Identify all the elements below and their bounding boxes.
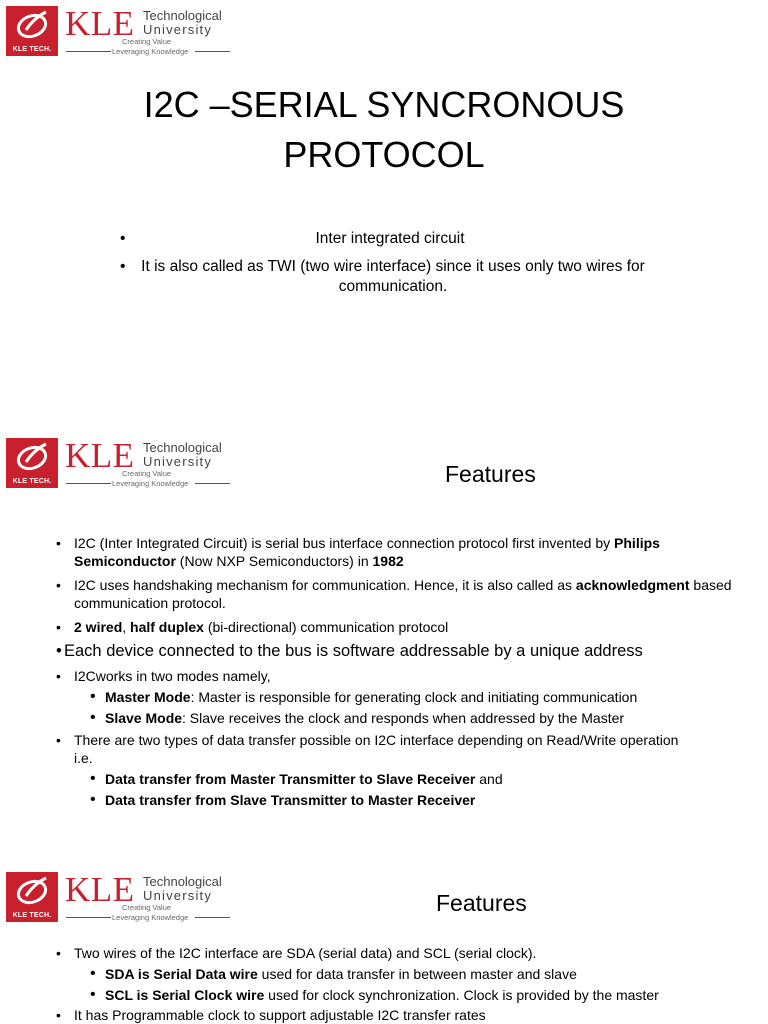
modes-sublist xyxy=(74,688,756,727)
logo-rule xyxy=(195,917,230,918)
list-item: • It has Programmable clock to support adjustable I2C transfer rates xyxy=(56,1006,756,1024)
list-item: • SDA is Serial Data wire used for data transfer in between master and slave xyxy=(90,965,756,983)
list-item: • 2 wired, half duplex (bi-directional) communication protocol xyxy=(56,618,756,636)
logo-badge: KLE TECH. xyxy=(12,478,52,485)
logo-line2: University xyxy=(143,454,213,469)
title-line2: PROTOCOL xyxy=(283,134,485,175)
transfer-sublist xyxy=(74,770,756,809)
logo-tagline1: Creating Value xyxy=(122,903,172,912)
logo-brand: KLE xyxy=(65,870,135,909)
slide-3 xyxy=(0,864,768,1024)
features-list xyxy=(56,944,756,1024)
kle-logo xyxy=(6,872,230,924)
logo-rule xyxy=(66,917,111,918)
logo-rule xyxy=(66,51,111,52)
logo-brand: KLE xyxy=(65,436,135,475)
logo-badge: KLE TECH. xyxy=(12,46,52,53)
slide-heading: Features xyxy=(436,890,527,916)
list-item: • Data transfer from Slave Transmitter to Master Receiver xyxy=(90,791,756,809)
kle-logo xyxy=(6,6,230,58)
list-item: • SCL is Serial Clock wire used for clock synchronization. Clock is provided by the master xyxy=(90,986,756,1004)
list-item: • Each device connected to the bus is software addressable by a unique address xyxy=(56,641,756,661)
features-list xyxy=(56,534,756,811)
logo-rule xyxy=(66,483,111,484)
kle-emblem-icon xyxy=(6,872,58,922)
logo-line1: Technological xyxy=(143,874,222,889)
list-item: • Inter integrated circuit xyxy=(120,229,660,249)
list-item: • It is also called as TWI (two wire interface) since it uses only two wires for communication. xyxy=(120,257,660,297)
list-item: • Slave Mode: Slave receives the clock and responds when addressed by the Master xyxy=(90,709,756,727)
list-item: • I2C uses handshaking mechanism for communication. Hence, it is also called as acknowledgment based communication protocol. xyxy=(56,576,756,612)
list-item: • Data transfer from Master Transmitter to Slave Receiver and xyxy=(90,770,756,788)
list-item: • There are two types of data transfer possible on I2C interface depending on Read/Write operation i.e. • Data transfer from Master Transmitter to Slave Receiver and • Data transfer from Slave Transmitter to Master Receiver xyxy=(56,731,756,809)
logo-line2: University xyxy=(143,888,213,903)
slide-heading: Features xyxy=(445,461,536,487)
logo-rule xyxy=(195,51,230,52)
logo-badge: KLE TECH. xyxy=(12,912,52,919)
intro-bullets xyxy=(120,229,660,305)
list-item: • I2Cworks in two modes namely, • Master Mode: Master is responsible for generating clock and initiating communication • Slave Mode: Slave receives the clock and responds when addressed by the Master xyxy=(56,667,756,727)
list-item: • Master Mode: Master is responsible for generating clock and initiating communication xyxy=(90,688,756,706)
list-item: • Two wires of the I2C interface are SDA (serial data) and SCL (serial clock). • SDA is Serial Data wire used for data transfer in between master and slave • SCL is Serial Clock wire used for clock synchronization. Clock is provided by the master xyxy=(56,944,756,1004)
title-line1: I2C –SERIAL SYNCRONOUS xyxy=(143,84,625,125)
logo-rule xyxy=(195,483,230,484)
kle-logo xyxy=(6,438,230,490)
logo-tagline2: Leveraging Knowledge xyxy=(112,479,189,488)
slide-2 xyxy=(0,432,768,832)
slide-title xyxy=(0,80,768,180)
kle-emblem-icon xyxy=(6,438,58,488)
logo-tagline2: Leveraging Knowledge xyxy=(112,47,189,56)
logo-line2: University xyxy=(143,22,213,37)
logo-line1: Technological xyxy=(143,440,222,455)
list-item: • I2C (Inter Integrated Circuit) is serial bus interface connection protocol first invented by Philips Semiconductor (Now NXP Semiconductors) in 1982 xyxy=(56,534,756,570)
logo-tagline1: Creating Value xyxy=(122,469,172,478)
wires-sublist xyxy=(74,965,756,1004)
logo-line1: Technological xyxy=(143,8,222,23)
logo-brand: KLE xyxy=(65,4,135,43)
slide-1 xyxy=(0,0,768,420)
kle-emblem-icon xyxy=(6,6,58,56)
logo-tagline2: Leveraging Knowledge xyxy=(112,913,189,922)
logo-tagline1: Creating Value xyxy=(122,37,172,46)
